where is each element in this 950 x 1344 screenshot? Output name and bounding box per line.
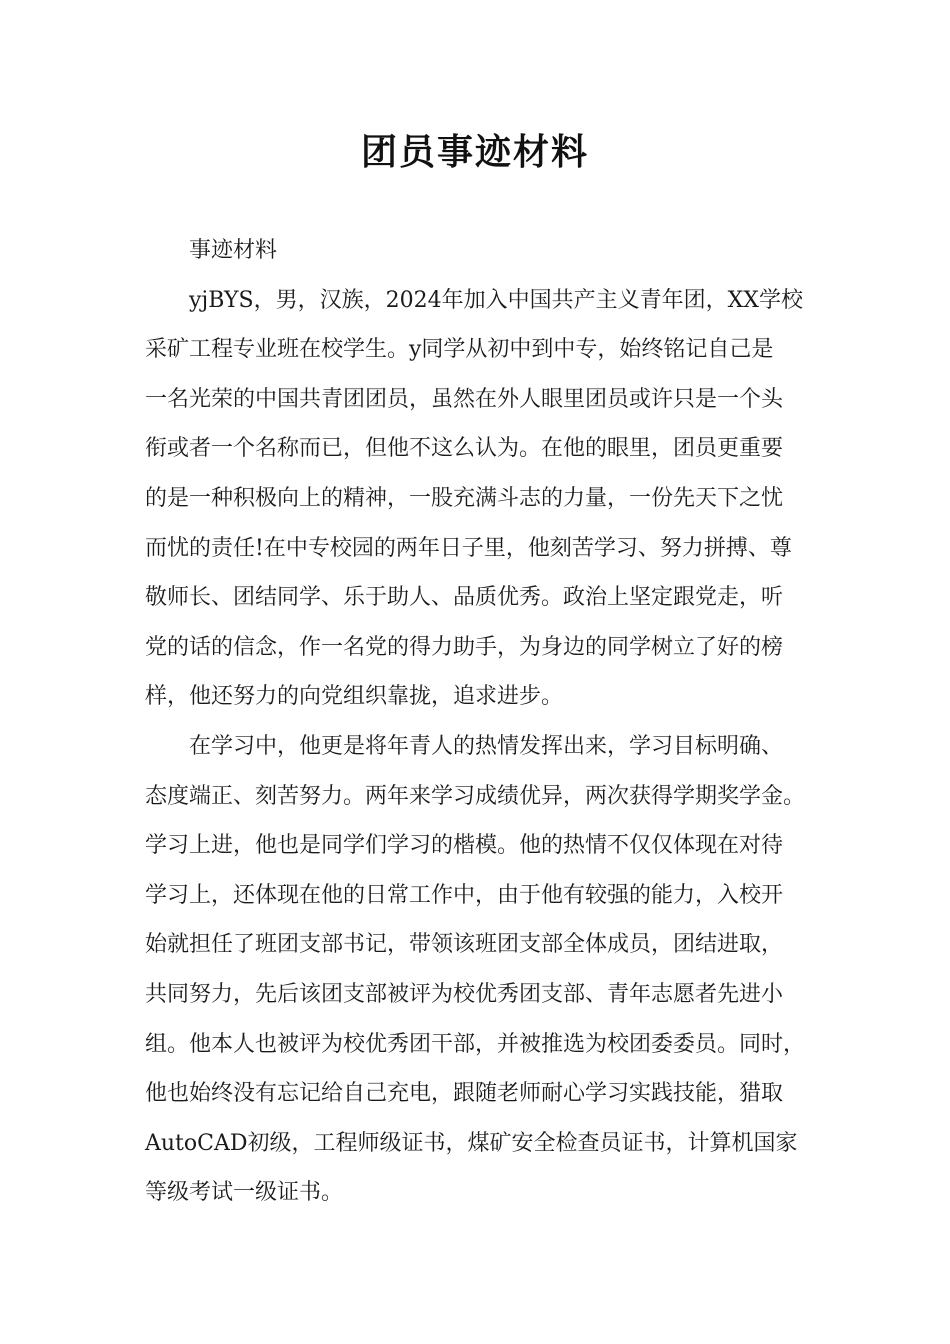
body-line: yjBYS，男，汉族，2024年加入中国共产主义青年团，XX学校 (189, 287, 803, 313)
body-line: 学习上进，他也是同学们学习的楷模。他的热情不仅仅体现在对待 (145, 833, 784, 859)
body-line: 衔或者一个名称而已，但他不这么认为。在他的眼里，团员更重要 (145, 436, 784, 462)
body-line: 的是一种积极向上的精神，一股充满斗志的力量，一份先天下之忧 (145, 485, 784, 511)
body-line: 样，他还努力的向党组织靠拢，追求进步。 (145, 684, 564, 710)
body-line: 组。他本人也被评为校优秀团干部，并被推选为校团委委员。同时， (145, 1031, 806, 1057)
body-line: 而忧的责任!在中专校园的两年日子里，他刻苦学习、努力拼搏、尊 (145, 535, 792, 561)
body-line: 事迹材料 (189, 238, 278, 263)
body-line: AutoCAD初级，工程师级证书，煤矿安全检查员证书，计算机国家 (145, 1130, 798, 1156)
body-line: 一名光荣的中国共青团团员，虽然在外人眼里团员或许只是一个头 (145, 386, 784, 412)
document-body (145, 226, 807, 1218)
body-line: 态度端正、刻苦努力。两年来学习成绩优异，两次获得学期奖学金。 (145, 783, 806, 809)
body-line: 敬师长、团结同学、乐于助人、品质优秀。政治上坚定跟党走，听 (145, 585, 784, 611)
body-line: 他也始终没有忘记给自己充电，跟随老师耐心学习实践技能，猎取 (145, 1081, 784, 1107)
body-line: 等级考试一级证书。 (145, 1180, 344, 1206)
body-line: 采矿工程专业班在校学生。y同学从初中到中专，始终铭记自己是 (145, 337, 774, 363)
body-line: 党的话的信念，作一名党的得力助手，为身边的同学树立了好的榜 (145, 634, 784, 660)
body-line: 始就担任了班团支部书记，带领该班团支部全体成员，团结进取， (145, 932, 784, 958)
body-line: 学习上，还体现在他的日常工作中，由于他有较强的能力，入校开 (145, 882, 784, 908)
document-title: 团员事迹材料 (360, 132, 589, 173)
body-line: 在学习中，他更是将年青人的热情发挥出来，学习目标明确、 (189, 733, 784, 759)
body-line: 共同努力，先后该团支部被评为校优秀团支部、青年志愿者先进小 (145, 981, 784, 1007)
